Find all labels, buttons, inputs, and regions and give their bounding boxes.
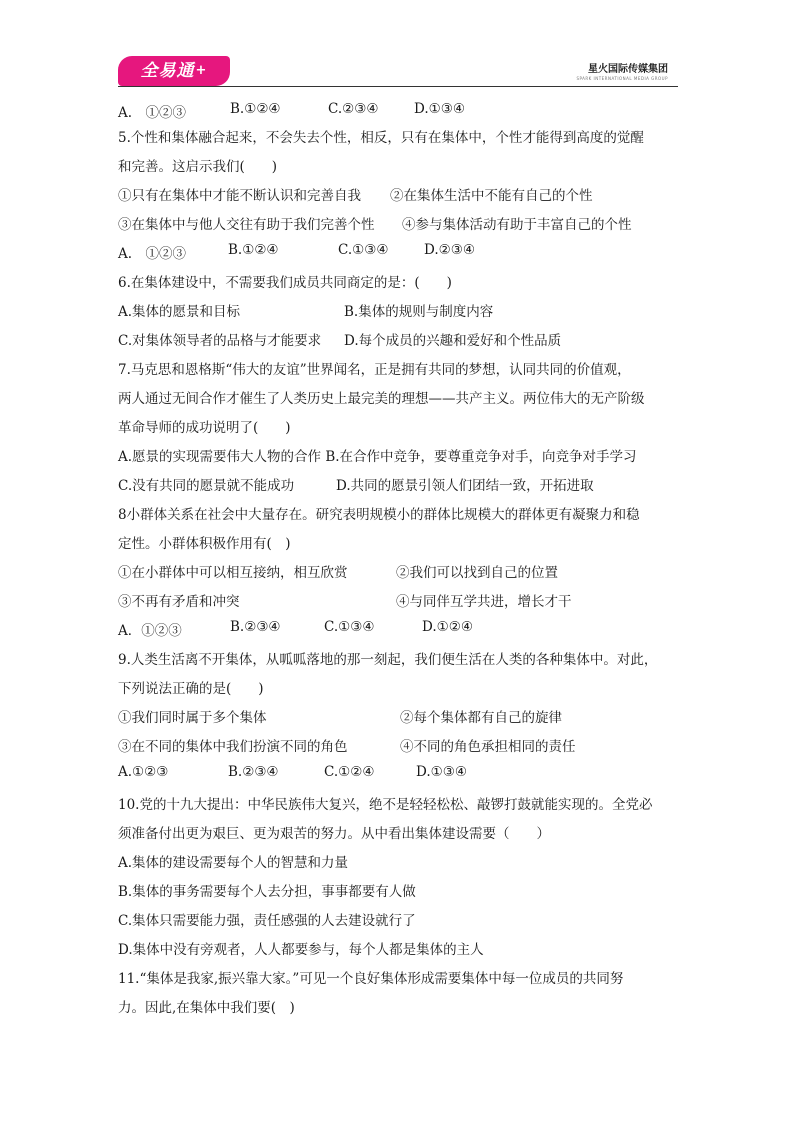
option: D.①③④ <box>414 101 465 117</box>
q7-stem-line3: 革命导师的成功说明了( ) <box>118 420 291 436</box>
option: C.对集体领导者的品格与才能要求 <box>118 333 322 349</box>
q5-stem-line1: 5.个性和集体融合起来，不会失去个性，相反，只有在集体中，个性才能得到高度的觉醒 <box>118 130 644 146</box>
q7-stem-line1: 7.马克思和恩格斯“伟大的友谊”世界闻名，正是拥有共同的梦想，认同共同的价值观， <box>118 362 631 378</box>
statement: ④不同的角色承担相同的责任 <box>400 739 576 755</box>
q10-stem-line2: 须准备付出更为艰巨、更为艰苦的努力。从中看出集体建设需要（ ） <box>118 826 550 842</box>
statement: ②我们可以找到自己的位置 <box>396 565 558 581</box>
statement: ③在不同的集体中我们扮演不同的角色 <box>118 739 348 755</box>
option: B.①②④ <box>228 242 279 258</box>
q9-stem-line2: 下列说法正确的是( ) <box>118 681 264 697</box>
option: C.①③④ <box>324 619 375 635</box>
publisher-brand <box>576 60 668 81</box>
header-rule <box>118 86 678 87</box>
option: D.①②④ <box>422 619 473 635</box>
option: D.共同的愿景引领人们团结一致，开拓进取 <box>336 478 594 494</box>
statement: ②在集体生活中不能有自己的个性 <box>390 188 593 204</box>
statement: ②每个集体都有自己的旋律 <box>400 710 562 726</box>
q10-stem-line1: 10.党的十九大提出：中华民族伟大复兴，绝不是轻轻松松、敲锣打鼓就能实现的。全党必 <box>118 797 653 813</box>
brand-logo <box>118 56 230 86</box>
option: A. ①②③ <box>118 105 187 121</box>
q8-stem-line2: 定性。小群体积极作用有( ) <box>118 536 291 552</box>
option: D.②③④ <box>424 242 475 258</box>
statement: ③不再有矛盾和冲突 <box>118 594 240 610</box>
q6-stem: 6.在集体建设中，不需要我们成员共同商定的是：( ) <box>118 275 452 291</box>
option: A.集体的愿景和目标 <box>118 304 241 320</box>
q11-stem-line2: 力。因此,在集体中我们要( ) <box>118 1000 295 1016</box>
q10-option-d: D.集体中没有旁观者，人人都要参与，每个人都是集体的主人 <box>118 942 484 958</box>
option: B.①②④ <box>230 101 281 117</box>
statement: ①我们同时属于多个集体 <box>118 710 267 726</box>
publisher-name: 星火国际传媒集团 <box>588 64 668 75</box>
q10-option-b: B.集体的事务需要每个人去分担，事事都要有人做 <box>118 884 416 900</box>
q10-option-c: C.集体只需要能力强，责任感强的人去建设就行了 <box>118 913 416 929</box>
statement: ①在小群体中可以相互接纳，相互欣赏 <box>118 565 348 581</box>
option: D.①③④ <box>416 764 467 780</box>
logo-plus: + <box>195 63 208 78</box>
q5-stem-line2: 和完善。这启示我们( ) <box>118 159 278 175</box>
logo-text: 全易通 <box>140 61 195 81</box>
option: A．①②③ <box>118 623 182 639</box>
q11-stem-line1: 11.“集体是我家,振兴靠大家。”可见一个良好集体形成需要集体中每一位成员的共同努 <box>118 971 624 987</box>
q7-stem-line2: 两人通过无间合作才催生了人类历史上最完美的理想——共产主义。两位伟大的无产阶级 <box>118 391 645 407</box>
statement: ④参与集体活动有助于丰富自己的个性 <box>402 217 632 233</box>
option: C.没有共同的愿景就不能成功 <box>118 478 295 494</box>
q9-stem-line1: 9.人类生活离不开集体，从呱呱落地的那一刻起，我们便生活在人类的各种集体中。对此， <box>118 652 658 668</box>
statement: ③在集体中与他人交往有助于我们完善个性 <box>118 217 375 233</box>
statement: ④与同伴互学共进，增长才干 <box>396 594 572 610</box>
publisher-name-en: SPARK INTERNATIONAL MEDIA GROUP <box>576 76 668 81</box>
option: C.②③④ <box>328 101 379 117</box>
option: C.①②④ <box>324 764 375 780</box>
q7-options-row1: A.愿景的实现需要伟大人物的合作 B.在合作中竞争，要尊重竞争对手，向竞争对手学习 <box>118 449 637 465</box>
option: A. ①②③ <box>118 246 187 262</box>
statement: ①只有在集体中才能不断认识和完善自我 <box>118 188 361 204</box>
q8-stem-line1: 8小群体关系在社会中大量存在。研究表明规模小的群体比规模大的群体更有凝聚力和稳 <box>118 507 640 523</box>
option: B.②③④ <box>228 764 279 780</box>
option: C.①③④ <box>338 242 389 258</box>
option: B.②③④ <box>230 619 281 635</box>
option: D.每个成员的兴趣和爱好和个性品质 <box>344 333 562 349</box>
option: A.①②③ <box>118 764 169 780</box>
q10-option-a: A.集体的建设需要每个人的智慧和力量 <box>118 855 349 871</box>
option: B.集体的规则与制度内容 <box>344 304 494 320</box>
page-header <box>0 0 800 100</box>
